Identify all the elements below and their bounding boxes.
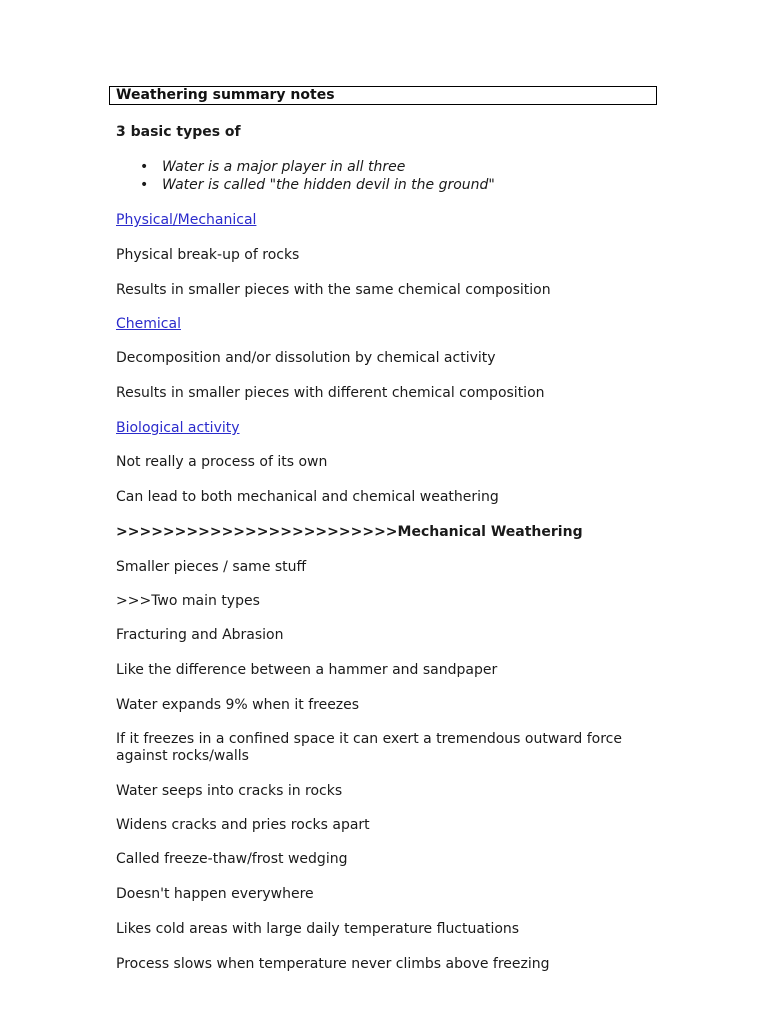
mechanical-line: Fracturing and Abrasion xyxy=(116,627,284,643)
chemical-line-1: Decomposition and/or dissolution by chemical activity xyxy=(116,350,496,366)
bullet-icon: • xyxy=(140,177,149,193)
mechanical-line: >>>Two main types xyxy=(116,593,260,609)
physical-link[interactable]: Physical/Mechanical xyxy=(116,212,257,228)
mechanical-line: Water expands 9% when it freezes xyxy=(116,697,360,713)
biological-link[interactable]: Biological activity xyxy=(116,420,240,436)
bullet-list xyxy=(138,158,495,194)
document-title: Weathering summary notes xyxy=(109,86,657,105)
mechanical-line: Water seeps into cracks in rocks xyxy=(116,783,343,799)
physical-line-2: Results in smaller pieces with the same chemical composition xyxy=(116,282,551,298)
mechanical-line: Widens cracks and pries rocks apart xyxy=(116,817,370,833)
mechanical-line: Like the difference between a hammer and sandpaper xyxy=(116,662,498,678)
biological-line-1: Not really a process of its own xyxy=(116,454,328,470)
mechanical-line: Doesn't happen everywhere xyxy=(116,886,314,902)
mechanical-line: Called freeze-thaw/frost wedging xyxy=(116,851,348,867)
mechanical-line: If it freezes in a confined space it can exert a tremendous outward force against rocks/walls xyxy=(116,731,622,764)
physical-line-1: Physical break-up of rocks xyxy=(116,247,300,263)
mechanical-line: Likes cold areas with large daily temperature fluctuations xyxy=(116,921,520,937)
intro-heading: 3 basic types of xyxy=(116,124,241,140)
mechanical-line: Process slows when temperature never climbs above freezing xyxy=(116,956,550,972)
chemical-link[interactable]: Chemical xyxy=(116,316,181,332)
bullet-item: • Water is called "the hidden devil in the ground" xyxy=(140,177,495,193)
biological-line-2: Can lead to both mechanical and chemical weathering xyxy=(116,489,499,505)
bullet-item: • Water is a major player in all three xyxy=(140,159,406,175)
chemical-line-2: Results in smaller pieces with different chemical composition xyxy=(116,385,545,401)
bullet-icon: • xyxy=(140,159,149,175)
mechanical-heading: >>>>>>>>>>>>>>>>>>>>>>>>Mechanical Weathering xyxy=(116,524,583,540)
mechanical-line: Smaller pieces / same stuff xyxy=(116,559,307,575)
